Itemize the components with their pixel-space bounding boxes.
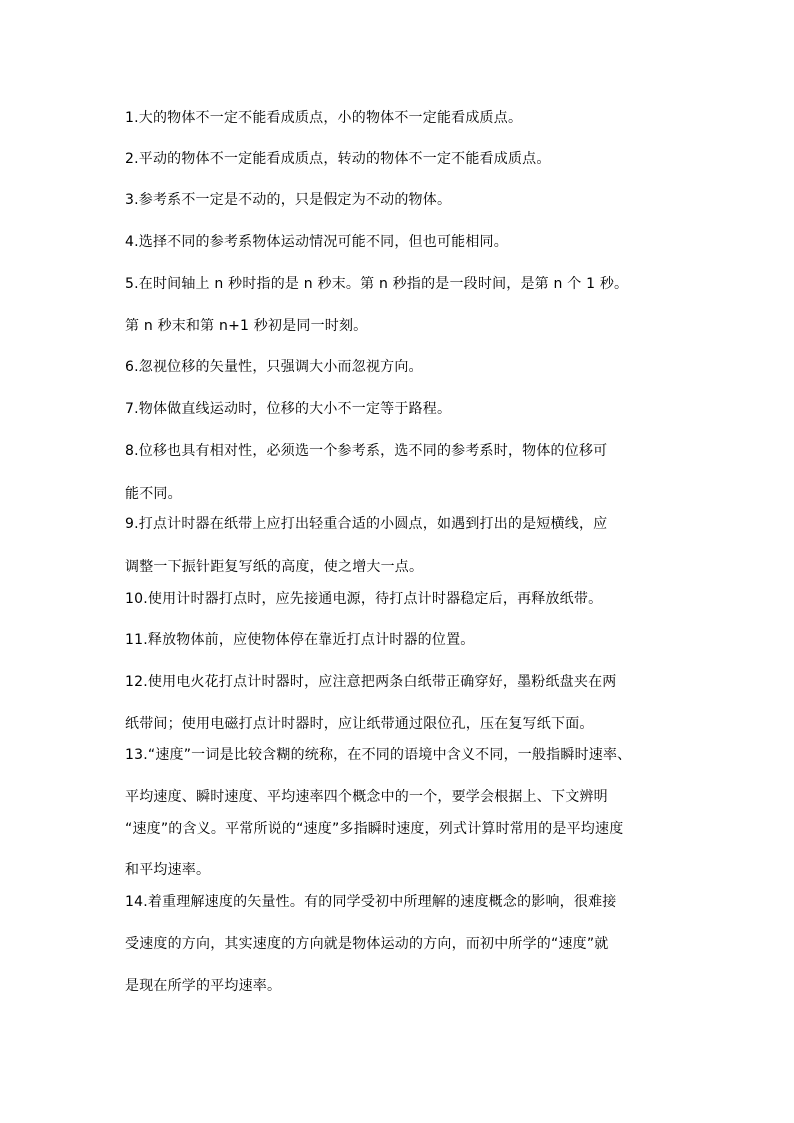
- text-line: 12.使用电火花打点计时器时，应注意把两条白纸带正确穿好，墨粉纸盘夹在两: [125, 674, 617, 690]
- text-line: 14.着重理解速度的矢量性。有的同学受初中所理解的速度概念的影响，很难接: [125, 894, 617, 910]
- text-line: 调整一下振针距复写纸的高度，使之增大一点。: [125, 559, 424, 575]
- text-line: 9.打点计时器在纸带上应打出轻重合适的小圆点，如遇到打出的是短横线，应: [125, 516, 608, 532]
- text-line: 4.选择不同的参考系物体运动情况可能不同，但也可能相同。: [125, 234, 508, 250]
- text-line: 6.忽视位移的矢量性，只强调大小而忽视方向。: [125, 359, 423, 375]
- text-line: 2.平动的物体不一定能看成质点，转动的物体不一定不能看成质点。: [125, 151, 551, 167]
- text-line: “速度”的含义。平常所说的“速度”多指瞬时速度，列式计算时常用的是平均速度: [125, 821, 624, 837]
- text-line: 第 n 秒末和第 n+1 秒初是同一时刻。: [125, 318, 368, 334]
- text-line: 能不同。: [125, 486, 182, 502]
- text-line: 7.物体做直线运动时，位移的大小不一定等于路程。: [125, 401, 452, 417]
- text-line: 受速度的方向，其实速度的方向就是物体运动的方向，而初中所学的“速度”就: [125, 936, 609, 952]
- text-line: 8.位移也具有相对性，必须选一个参考系，选不同的参考系时，物体的位移可: [125, 443, 608, 459]
- text-line: 13.“速度”一词是比较含糊的统称，在不同的语境中含义不同，一般指瞬时速率、: [125, 747, 632, 763]
- text-line: 是现在所学的平均速率。: [125, 978, 282, 994]
- text-line: 纸带间；使用电磁打点计时器时，应让纸带通过限位孔，压在复写纸下面。: [125, 716, 594, 732]
- text-line: 1.大的物体不一定不能看成质点，小的物体不一定能看成质点。: [125, 110, 523, 126]
- text-line: 5.在时间轴上 n 秒时指的是 n 秒末。第 n 秒指的是一段时间，是第 n 个 1 秒。: [125, 276, 629, 292]
- text-line: 平均速度、瞬时速度、平均速率四个概念中的一个，要学会根据上、下文辨明: [125, 789, 608, 805]
- text-line: 10.使用计时器打点时，应先接通电源，待打点计时器稳定后，再释放纸带。: [125, 591, 603, 607]
- text-line: 和平均速率。: [125, 862, 211, 878]
- text-line: 11.释放物体前，应使物体停在靠近打点计时器的位置。: [125, 632, 475, 648]
- text-line: 3.参考系不一定是不动的，只是假定为不动的物体。: [125, 192, 452, 208]
